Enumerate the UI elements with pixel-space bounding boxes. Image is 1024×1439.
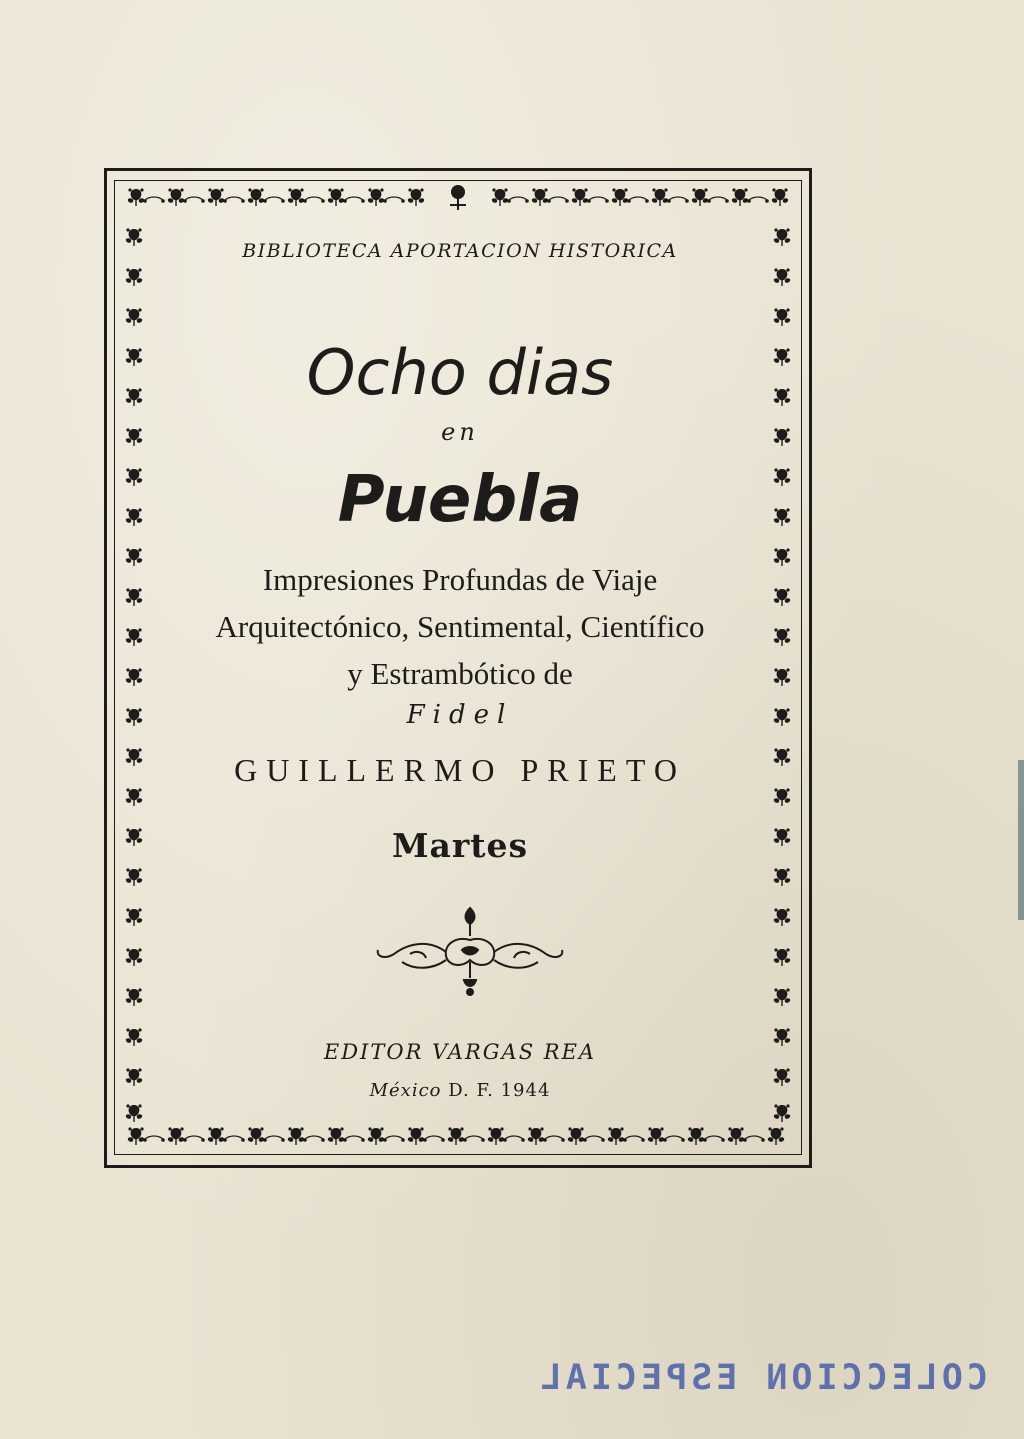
day-subtitle: Martes [391,826,529,865]
series-title: BIBLIOTECA APORTACION HISTORICA [242,240,678,262]
place-city: México [369,1080,442,1101]
page-edge-show-through [1018,760,1024,920]
scroll-ornament-icon [370,900,570,1000]
publisher: EDITOR VARGAS REA [323,1040,597,1064]
author-first-name: Fidel [406,700,514,730]
place-and-year [150,1080,770,1101]
book-title-place: Puebla [337,463,583,537]
subtitle [150,556,770,697]
subtitle-line-1: Impresiones Profundas de Viaje [262,562,658,597]
subtitle-line-3: y Estrambótico de [347,656,573,691]
subtitle-line-2: Arquitectónico, Sentimental, Científico [215,609,705,644]
book-title-connector: en [441,418,479,446]
author-last-name: GUILLERMO PRIETO [234,752,686,788]
collection-stamp: COLECCION ESPECIAL [536,1358,988,1398]
book-title-main: Ocho dias [306,336,614,409]
place-date: D. F. 1944 [448,1080,551,1101]
